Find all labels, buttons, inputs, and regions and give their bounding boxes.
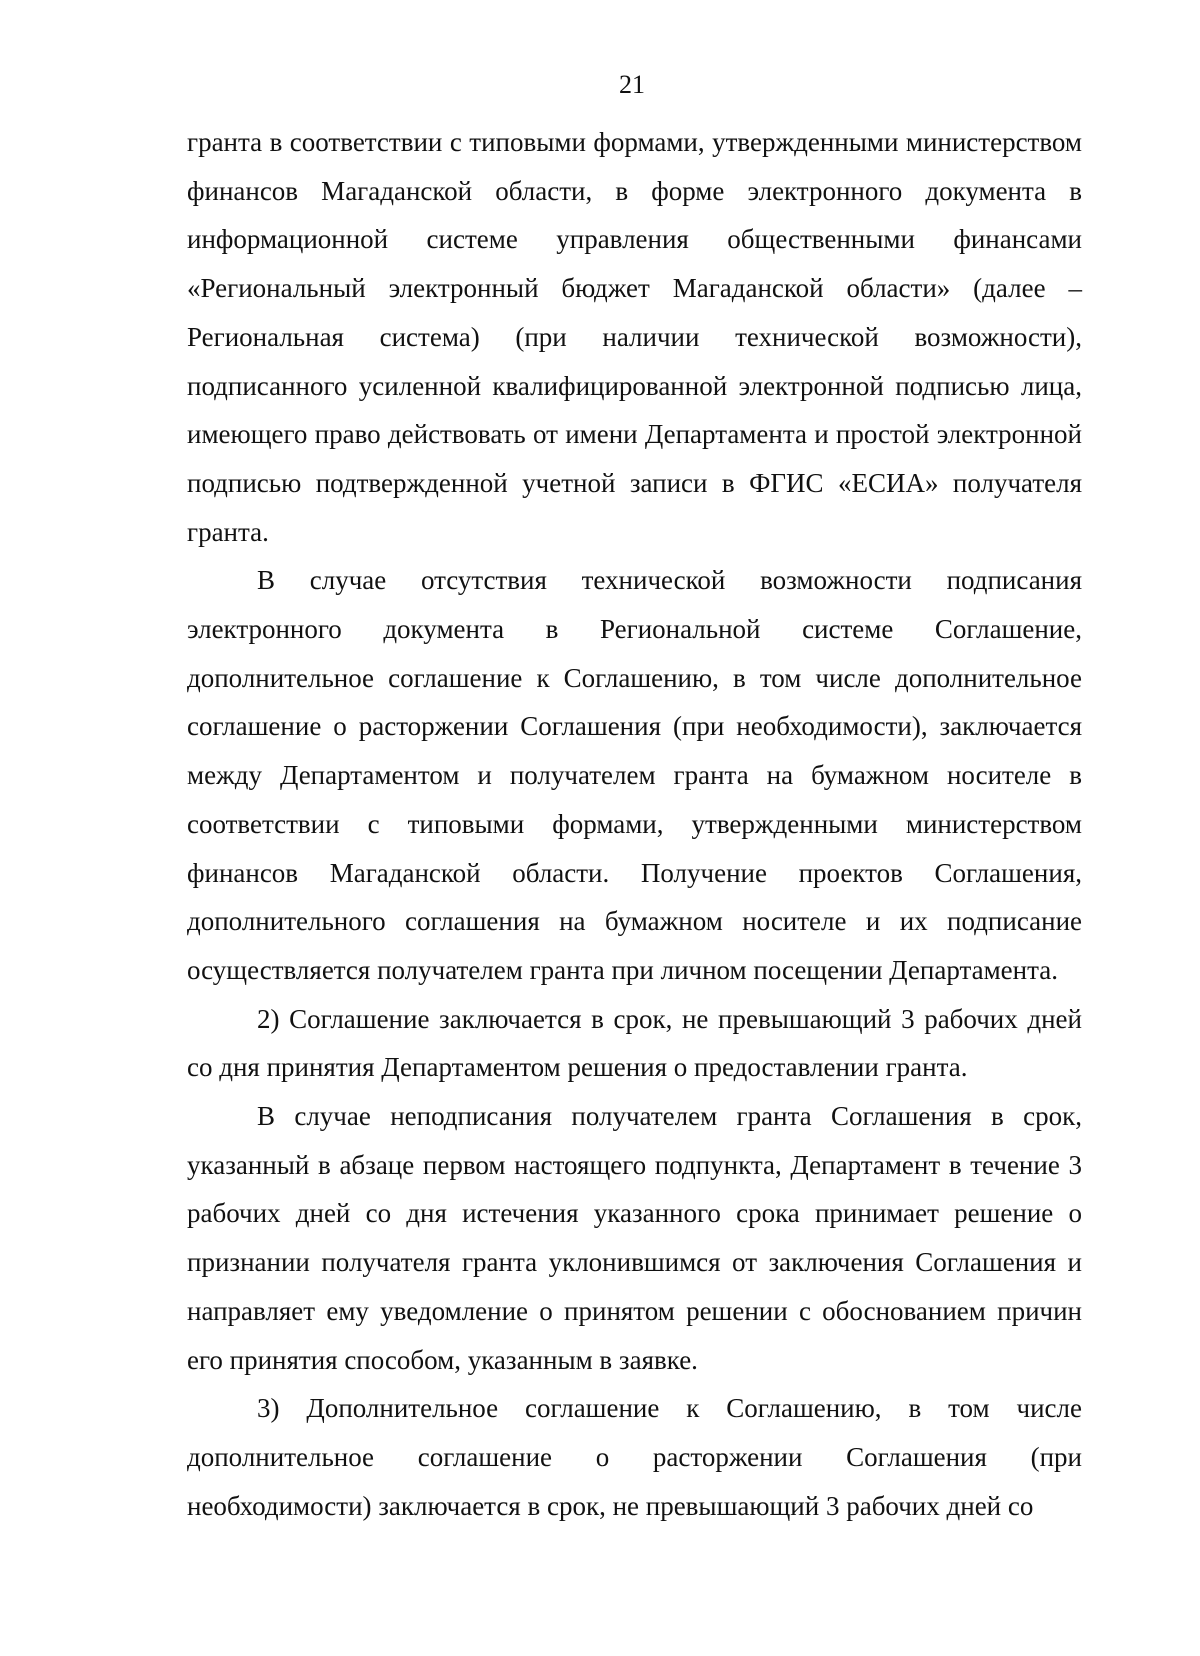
- page-number: 21: [619, 70, 645, 99]
- paragraph-3: 2) Соглашение заключается в срок, не превышающий 3 рабочих дней со дня принятия Департаментом решения о предоставлении гранта.: [187, 1003, 1082, 1083]
- paragraph-2: В случае отсутствия технической возможности подписания электронного документа в Региональной системе Соглашение, дополнительное соглашение к Соглашению, в том числе дополнительное соглашение о расторжении Соглашения (при необходимости), заключается между Департаментом и получателем гранта на бумажном носителе в соответствии с типовыми формами, утвержденными министерством финансов Магаданской области. Получение проектов Соглашения, дополнительного соглашения на бумажном носителе и их подписание осуществляется получателем гранта при личном посещении Департамента.: [187, 565, 1082, 985]
- paragraph-1: гранта в соответствии с типовыми формами, утвержденными министерством финансов Магаданской области, в форме электронного документа в информационной системе управления общественными финансами «Региональный электронный бюджет Магаданской области» (далее – Региональная система) (при наличии технической возможности), подписанного усиленной квалифицированной электронной подписью лица, имеющего право действовать от имени Департамента и простой электронной подписью подтвержденной учетной записи в ФГИС «ЕСИА» получателя гранта.: [187, 127, 1082, 547]
- paragraph-5: 3) Дополнительное соглашение к Соглашению, в том числе дополнительное соглашение о расторжении Соглашения (при необходимости) заключается в срок, не превышающий 3 рабочих дней со: [187, 1393, 1082, 1521]
- paragraph-4: В случае неподписания получателем гранта Соглашения в срок, указанный в абзаце первом настоящего подпункта, Департамент в течение 3 рабочих дней со дня истечения указанного срока принимает решение о признании получателя гранта уклонившимся от заключения Соглашения и направляет ему уведомление о принятом решении с обоснованием причин его принятия способом, указанным в заявке.: [187, 1101, 1082, 1375]
- document-body: [187, 118, 1082, 1530]
